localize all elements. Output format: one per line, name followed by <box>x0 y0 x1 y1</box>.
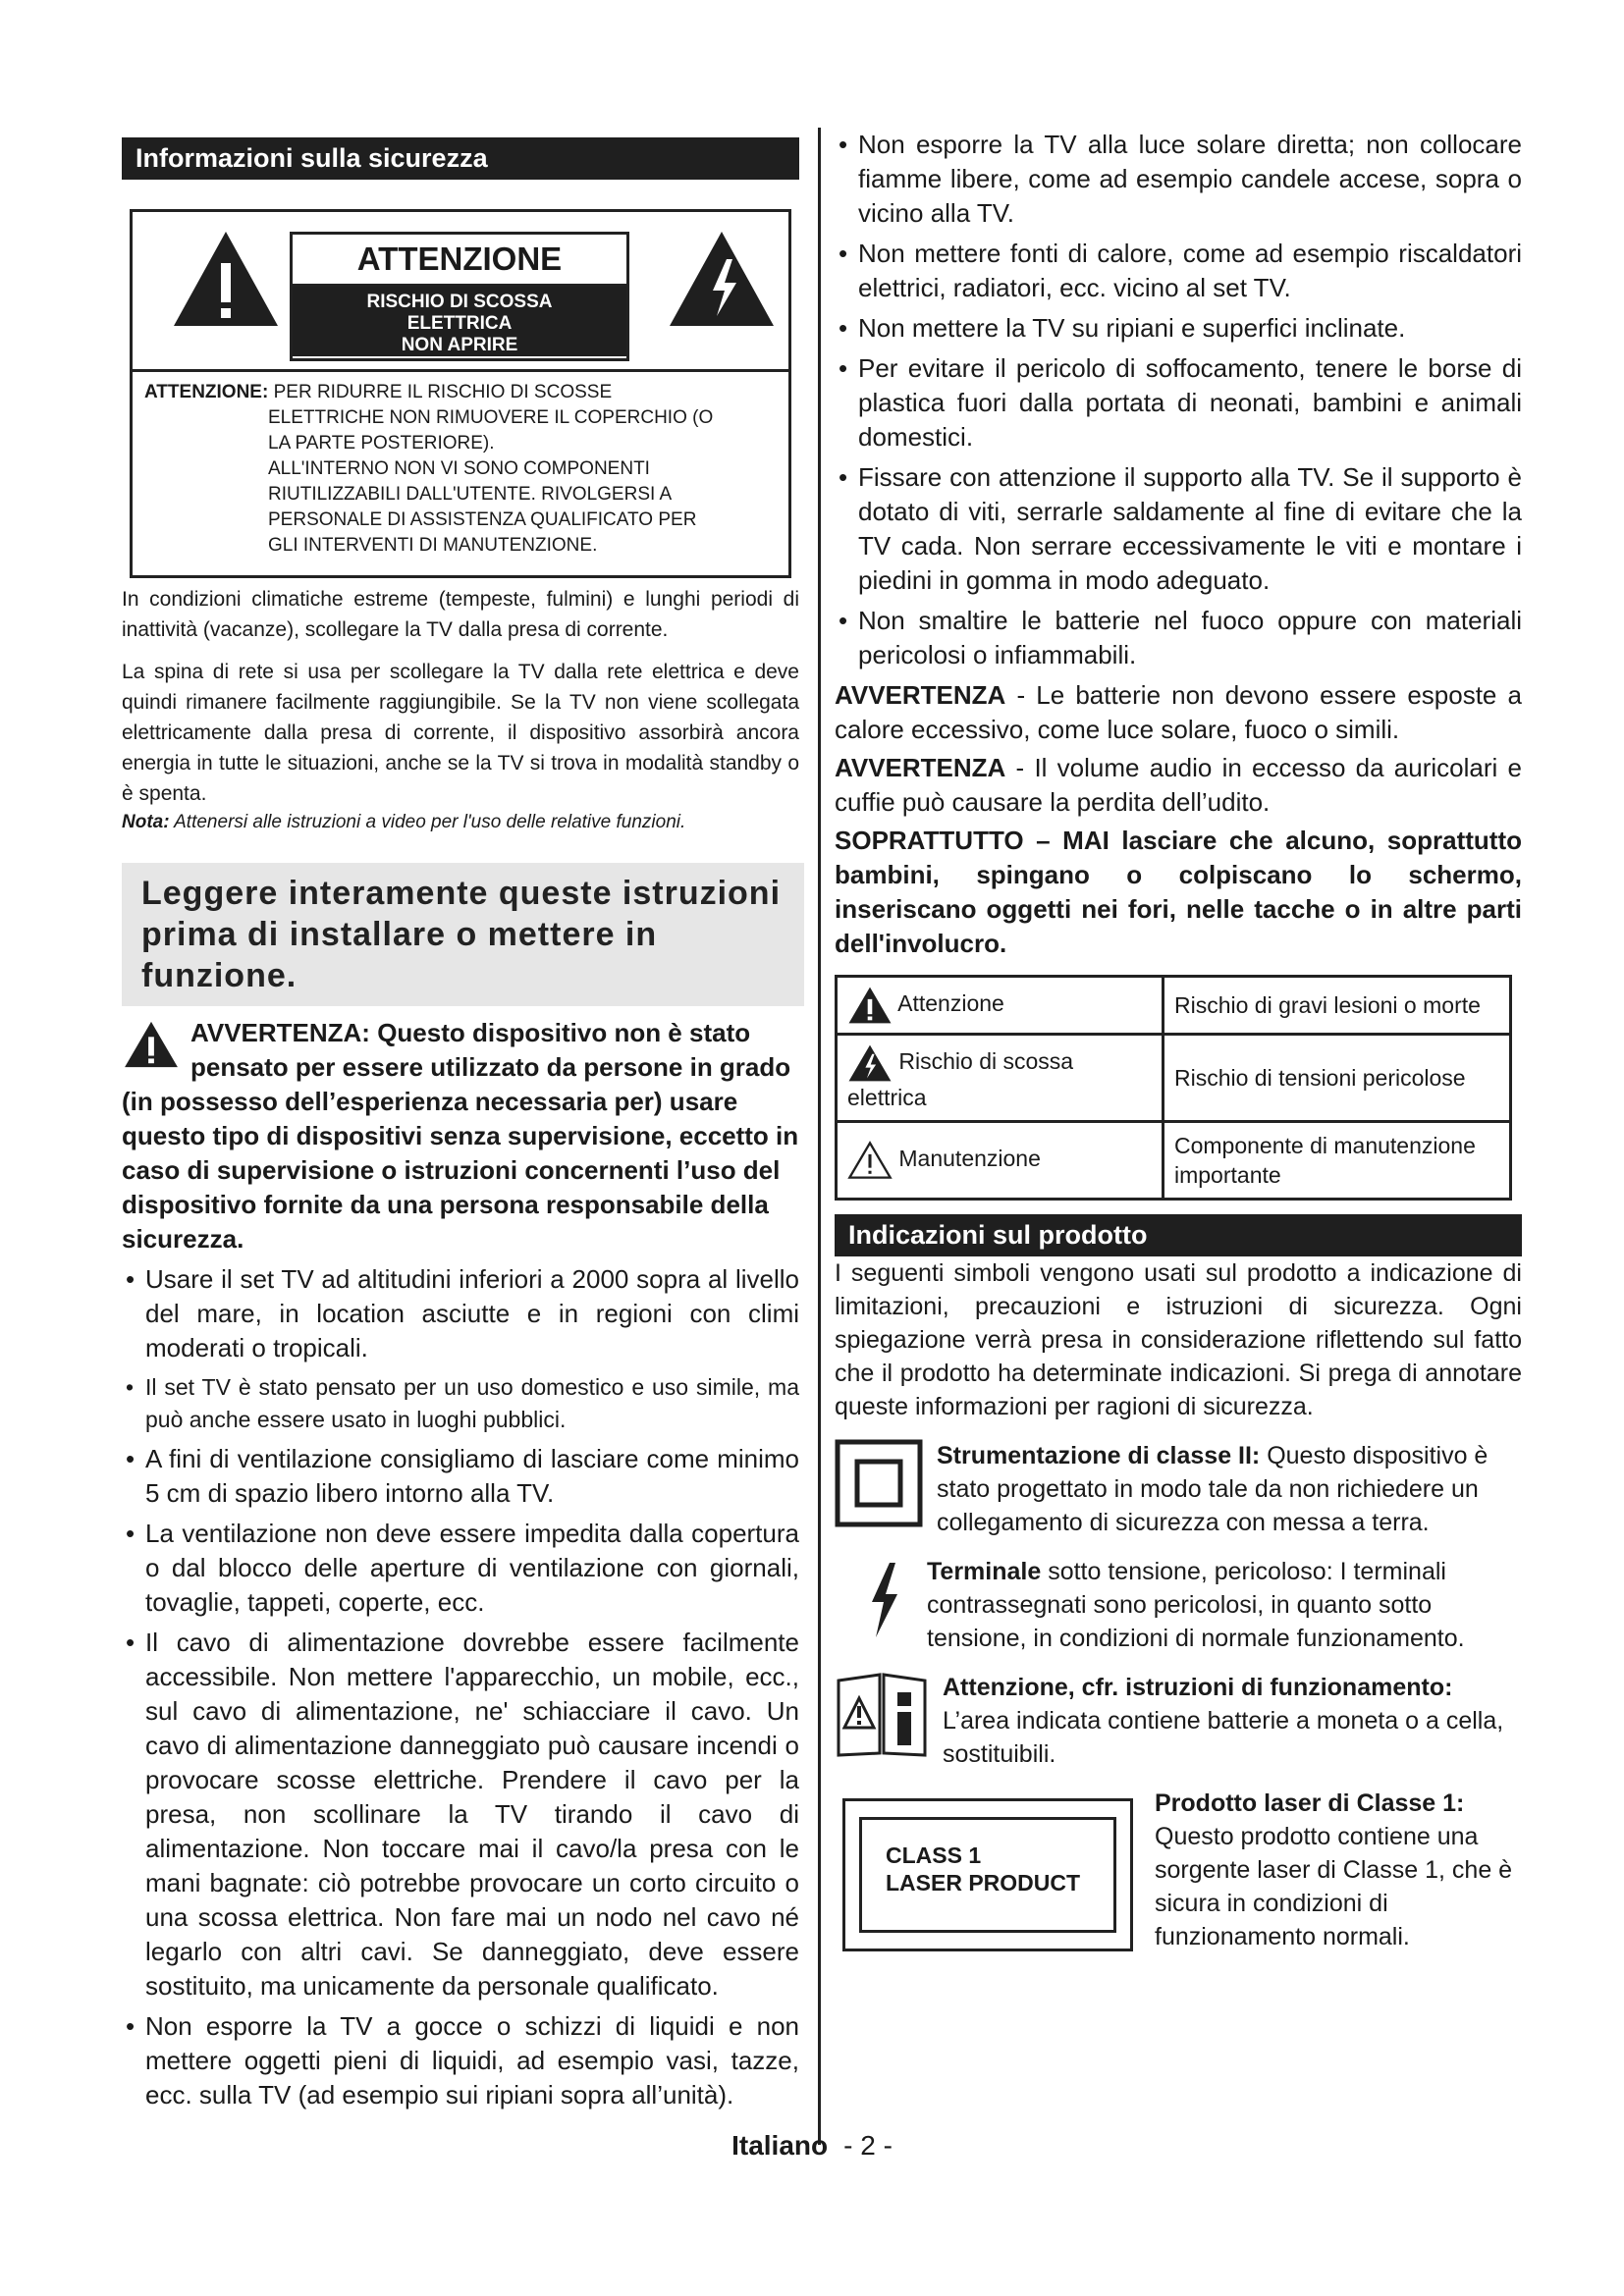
volume-warning <box>835 751 1522 820</box>
nota-paragraph <box>122 809 799 835</box>
page-number: - 2 - <box>843 2130 893 2161</box>
class2-text: Questo dispositivo è stato progettato in modo tale da non richiedere un collegamento di sicurezza con messa a terra. <box>937 1442 1489 1536</box>
section-title-safety: Informazioni sulla sicurezza <box>122 137 799 180</box>
maintenance-warning-icon <box>847 1141 893 1180</box>
terminal-row <box>835 1555 1522 1655</box>
right-bullet-list <box>835 128 1522 672</box>
lightning-warning-icon <box>668 230 776 328</box>
table-cell: Rischio di gravi lesioni o morte <box>1164 977 1511 1035</box>
warning-lead: ATTENZIONE: <box>144 382 269 402</box>
list-item: • Non smaltire le batterie nel fuoco oppure con materiali pericolosi o infiammabili. <box>835 604 1522 672</box>
class2-label: Strumentazione di classe II: <box>937 1442 1261 1469</box>
table-cell <box>837 1035 1164 1122</box>
battery-warning-text: - Le batterie non devono essere esposte a calore eccessivo, come luce solare, fuoco o simili. <box>835 680 1522 744</box>
list-item: • Non mettere fonti di calore, come ad esempio riscaldatori elettrici, radiatori, ecc. vicino al set TV. <box>835 237 1522 305</box>
list-item: • Il set TV è stato pensato per un uso domestico e uso simile, ma può anche essere usato in luoghi pubblici. <box>122 1371 799 1436</box>
terminal-text: sotto tensione, pericoloso: I terminali contrassegnati sono pericolosi, in quanto sotto tensione, in condizioni di normale funzionamento. <box>927 1558 1465 1652</box>
avvertenza-label: AVVERTENZA <box>835 753 1006 782</box>
table-cell: Rischio di tensioni pericolose <box>1164 1035 1511 1122</box>
soprattutto-warning: SOPRATTUTTO – MAI lasciare che alcuno, soprattutto bambini, spingano o colpiscano lo schermo, inseriscano oggetti nei fori, nelle tacche o in altre parti dell'involucro. <box>835 826 1522 958</box>
warning-line: ELETTRICHE NON RIMUOVERE IL COPERCHIO (O <box>268 407 714 428</box>
avvertenza-label: AVVERTENZA <box>835 680 1006 710</box>
laser-label-box <box>842 1798 1133 1951</box>
section-title-product: Indicazioni sul prodotto <box>835 1214 1522 1256</box>
laser-row <box>835 1787 1522 1953</box>
symbol-table <box>835 975 1512 1201</box>
double-insulation-icon <box>835 1439 923 1527</box>
class2-row <box>835 1439 1522 1539</box>
list-item: • Il cavo di alimentazione dovrebbe essere facilmente accessibile. Non mettere l'apparecchio, un mobile, ecc., sul cavo di alimentazione, ne' schiacciare il cavo. Un cavo di alimentazione danneggiato può causare incendi o provocare scosse elettriche. Prendere il cavo per la presa, non scollinare la TV tirando il cavo di alimentazione. Non toccare mai il cavo/la presa con le mani bagnate: ciò potrebbe provocare un corto circuito o una scossa elettrica. Non fare mai un nodo nel cavo né legarlo con altri cavi. Se danneggiato, deve essere sostituito, ma unicamente da personale qualificato. <box>122 1626 799 2003</box>
left-bullet-list <box>122 1262 799 2112</box>
attention-sub-line: RISCHIO DI SCOSSA <box>366 292 553 312</box>
table-row <box>837 977 1511 1035</box>
attention-text: L’area indicata contiene batterie a moneta o a cella, sostituibili. <box>943 1707 1504 1768</box>
lightning-icon <box>854 1555 913 1643</box>
terminal-label: Terminale <box>927 1558 1042 1585</box>
manual-info-icon <box>835 1671 929 1759</box>
table-cell: Componente di manutenzione importante <box>1164 1122 1511 1200</box>
warning-line: ALL'INTERNO NON VI SONO COMPONENTI <box>268 458 650 479</box>
table-row <box>837 1122 1511 1200</box>
laser-label: Prodotto laser di Classe 1: <box>1155 1789 1465 1817</box>
climate-paragraph: In condizioni climatiche estreme (tempeste, fulmini) e lunghi periodi di inattività (vacanze), scollegare la TV dalla presa di corrente. <box>122 588 799 641</box>
warning-icon <box>122 1020 181 1069</box>
avvertenza-block <box>122 1016 799 1256</box>
footer-language: Italiano <box>731 2130 829 2161</box>
right-column <box>835 128 1522 1953</box>
warning-box <box>130 209 791 578</box>
list-item: • Fissare con attenzione il supporto alla TV. Se il supporto è dotato di viti, serrarle saldamente al fine di evitare che la TV cada. Non serrare eccessivamente le viti e montare i piedini in gomma in modo adeguato. <box>835 460 1522 598</box>
attention-sub-line: ELETTRICA <box>406 313 513 334</box>
battery-warning <box>835 678 1522 747</box>
list-item: • Non esporre la TV a gocce o schizzi di liquidi e non mettere oggetti pieni di liquidi, ad esempio vasi, tazze, ecc. sulla TV (ad esempio sui ripiani sopra all’unità). <box>122 2009 799 2112</box>
plug-paragraph: La spina di rete si usa per scollegare la TV dalla rete elettrica e deve quindi rimanere facilmente raggiungibile. Se la TV non viene scollegata elettricamente dalla presa di corrente, il dispositivo assorbirà ancora energia in tutte le situazioni, anche se la TV si trova in modalità standby o è spenta. <box>122 661 799 805</box>
list-item: • Per evitare il pericolo di soffocamento, tenere le borse di plastica fuori dalla portata di neonati, bambini e animali domestici. <box>835 351 1522 454</box>
warning-line: PER RIDURRE IL RISCHIO DI SCOSSE <box>273 382 613 402</box>
left-column <box>122 128 799 2118</box>
warning-line: LA PARTE POSTERIORE). <box>268 433 495 454</box>
read-instructions-callout: Leggere interamente queste istruzioni prima di installare o mettere in funzione. <box>122 863 804 1006</box>
laser-text: Questo prodotto contiene una sorgente laser di Classe 1, che è sicura in condizioni di funzionamento normali. <box>1155 1823 1513 1950</box>
list-item: • Non esporre la TV alla luce solare diretta; non collocare fiamme libere, come ad esempio candele accese, sopra o vicino alla TV. <box>835 128 1522 231</box>
column-divider <box>818 128 821 2145</box>
list-item: • A fini di ventilazione consigliamo di lasciare come minimo 5 cm di spazio libero intorno alla TV. <box>122 1442 799 1511</box>
attention-label <box>290 232 629 361</box>
warning-line: RIUTILIZZABILI DALL'UTENTE. RIVOLGERSI A <box>268 484 673 505</box>
list-item: • Usare il set TV ad altitudini inferiori a 2000 sopra al livello del mare, in location asciutte e in regioni con climi moderati o tropicali. <box>122 1262 799 1365</box>
table-label: Attenzione <box>897 990 1004 1017</box>
list-item: • La ventilazione non deve essere impedita dalla copertura o dal blocco delle aperture di ventilazione con giornali, tovaglie, tappeti, coperte, ecc. <box>122 1517 799 1620</box>
attention-row <box>835 1671 1522 1771</box>
page-footer <box>0 2130 1624 2162</box>
laser-line: LASER PRODUCT <box>886 1870 1081 1896</box>
warning-line: GLI INTERVENTI DI MANUTENZIONE. <box>268 535 598 556</box>
table-label: Manutenzione <box>898 1146 1041 1172</box>
laser-label-inner <box>859 1817 1116 1933</box>
nota-text: Attenersi alle istruzioni a video per l'uso delle relative funzioni. <box>169 812 686 832</box>
attention-title: ATTENZIONE <box>293 235 626 287</box>
attention-subtitle <box>293 287 626 356</box>
nota-label: Nota: <box>122 812 170 832</box>
exclamation-warning-icon <box>172 230 280 328</box>
product-intro: I seguenti simboli vengono usati sul prodotto a indicazione di limitazioni, precauzioni e istruzioni di sicurezza. Ogni spiegazione verrà presa in considerazione riflettendo sul fatto che il prodotto ha determinate indicazioni. Si prega di annotare queste informazioni per ragioni di sicurezza. <box>835 1259 1522 1420</box>
attention-sub-line: NON APRIRE <box>401 335 518 355</box>
table-cell <box>837 977 1164 1035</box>
list-item: • Non mettere la TV su ripiani e superfici inclinate. <box>835 311 1522 346</box>
warning-icon <box>847 986 893 1025</box>
table-cell <box>837 1122 1164 1200</box>
laser-line: CLASS 1 <box>886 1842 982 1868</box>
table-label: Rischio di scossa elettrica <box>847 1048 1074 1110</box>
volume-warning-text: - Il volume audio in eccesso da auricolari e cuffie può causare la perdita dell’udito. <box>835 753 1522 817</box>
warning-line: PERSONALE DI ASSISTENZA QUALIFICATO PER <box>268 509 697 530</box>
lightning-warning-icon <box>847 1043 893 1083</box>
attention-label-text: Attenzione, cfr. istruzioni di funzionamento: <box>943 1674 1453 1701</box>
table-row <box>837 1035 1511 1122</box>
avvertenza-text: AVVERTENZA: Questo dispositivo non è stato pensato per essere utilizzato da persone in grado (in possesso dell’esperienza necessaria per) usare questo tipo di dispositivi senza supervisione, eccetto in caso di supervisione o istruzioni concernenti l’uso del dispositivo fornite da una persona responsabile della sicurezza. <box>122 1018 799 1254</box>
warning-text <box>133 372 788 559</box>
